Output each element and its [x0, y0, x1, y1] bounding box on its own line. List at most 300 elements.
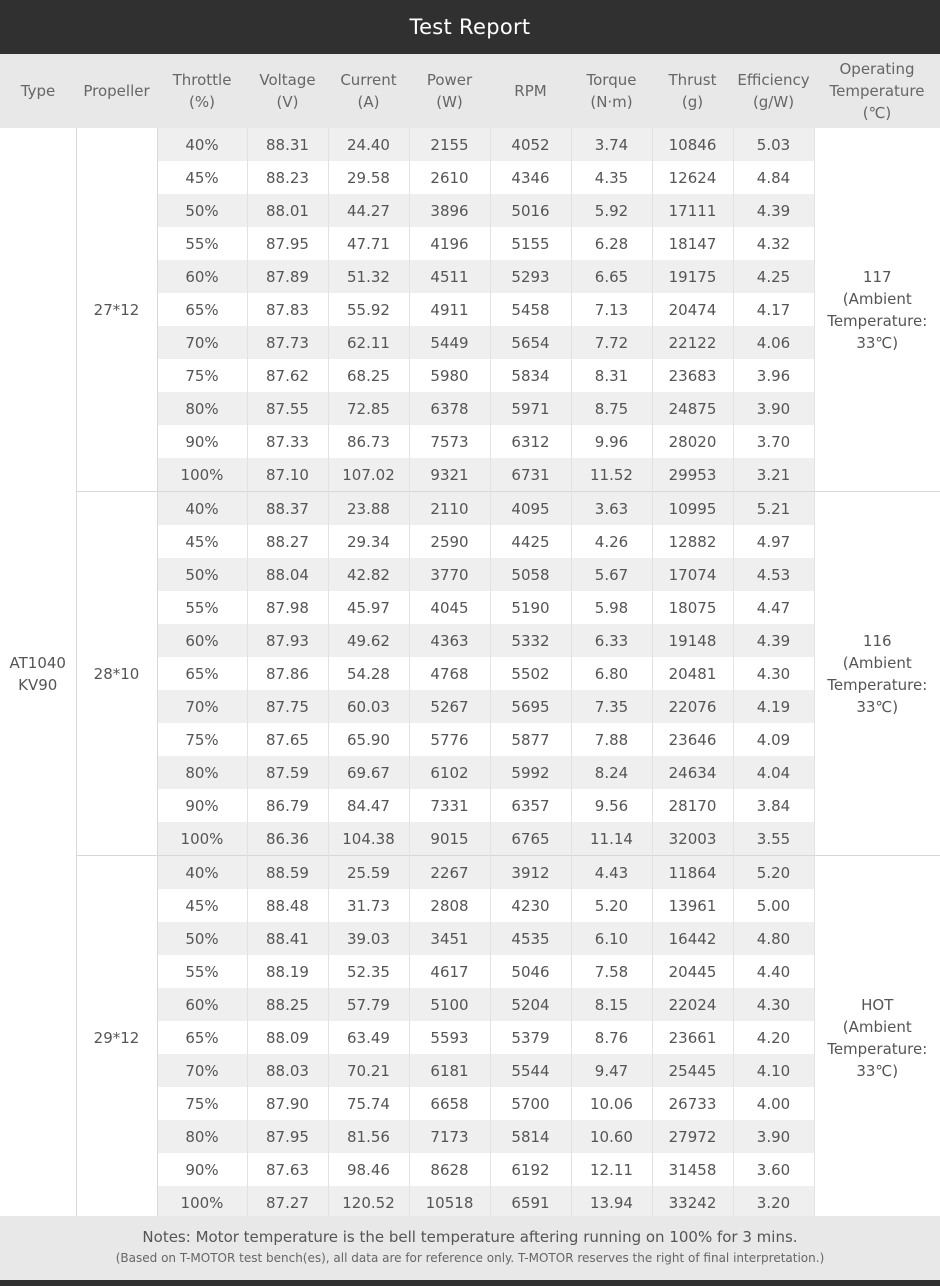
thrust-cell: 20445	[652, 955, 733, 988]
voltage-cell: 87.95	[247, 227, 328, 260]
throttle-cell: 65%	[157, 657, 247, 690]
current-cell: 45.97	[328, 591, 409, 624]
rpm-cell: 4346	[490, 161, 571, 194]
header-torque	[571, 54, 652, 128]
throttle-cell: 40%	[157, 492, 247, 526]
power-cell: 2155	[409, 128, 490, 161]
torque-cell: 5.67	[571, 558, 652, 591]
current-cell: 47.71	[328, 227, 409, 260]
header-current	[328, 54, 409, 128]
rpm-cell: 4095	[490, 492, 571, 526]
voltage-cell: 88.04	[247, 558, 328, 591]
voltage-cell: 88.09	[247, 1021, 328, 1054]
current-cell: 60.03	[328, 690, 409, 723]
torque-cell: 4.26	[571, 525, 652, 558]
efficiency-cell: 3.84	[733, 789, 814, 822]
throttle-cell: 80%	[157, 392, 247, 425]
propeller-cell: 28*10	[76, 492, 157, 856]
efficiency-cell: 3.21	[733, 458, 814, 492]
voltage-cell: 88.25	[247, 988, 328, 1021]
torque-cell: 8.75	[571, 392, 652, 425]
efficiency-cell: 4.10	[733, 1054, 814, 1087]
power-cell: 9321	[409, 458, 490, 492]
throttle-cell: 80%	[157, 1120, 247, 1153]
throttle-cell: 60%	[157, 260, 247, 293]
text-line: Voltage	[259, 71, 316, 89]
text-line: Throttle	[172, 71, 232, 89]
text-line: (Ambient	[842, 653, 912, 672]
efficiency-cell: 3.20	[733, 1186, 814, 1219]
thrust-cell: 33242	[652, 1186, 733, 1219]
throttle-cell: 55%	[157, 591, 247, 624]
voltage-cell: 87.75	[247, 690, 328, 723]
rpm-cell: 5332	[490, 624, 571, 657]
power-cell: 4617	[409, 955, 490, 988]
text-line: Current	[340, 71, 397, 89]
rpm-cell: 5190	[490, 591, 571, 624]
torque-cell: 8.15	[571, 988, 652, 1021]
power-cell: 2590	[409, 525, 490, 558]
text-line: (%)	[189, 93, 215, 111]
thrust-cell: 29953	[652, 458, 733, 492]
throttle-cell: 60%	[157, 624, 247, 657]
voltage-cell: 87.83	[247, 293, 328, 326]
thrust-cell: 28020	[652, 425, 733, 458]
throttle-cell: 40%	[157, 128, 247, 161]
test-report-table	[0, 54, 940, 1219]
voltage-cell: 87.73	[247, 326, 328, 359]
text-line: 33℃)	[856, 697, 899, 716]
torque-cell: 12.11	[571, 1153, 652, 1186]
throttle-cell: 75%	[157, 359, 247, 392]
text-line: Efficiency	[737, 71, 810, 89]
thrust-cell: 19175	[652, 260, 733, 293]
torque-cell: 9.96	[571, 425, 652, 458]
current-cell: 52.35	[328, 955, 409, 988]
voltage-cell: 88.37	[247, 492, 328, 526]
header-power	[409, 54, 490, 128]
voltage-cell: 87.10	[247, 458, 328, 492]
power-cell: 7573	[409, 425, 490, 458]
thrust-cell: 11864	[652, 856, 733, 890]
power-cell: 7173	[409, 1120, 490, 1153]
current-cell: 98.46	[328, 1153, 409, 1186]
efficiency-cell: 5.03	[733, 128, 814, 161]
torque-cell: 8.76	[571, 1021, 652, 1054]
rpm-cell: 4425	[490, 525, 571, 558]
power-cell: 6102	[409, 756, 490, 789]
thrust-cell: 13961	[652, 889, 733, 922]
efficiency-cell: 4.17	[733, 293, 814, 326]
operating-temperature-cell	[814, 856, 940, 1220]
efficiency-cell: 4.00	[733, 1087, 814, 1120]
voltage-cell: 87.33	[247, 425, 328, 458]
throttle-cell: 100%	[157, 822, 247, 856]
current-cell: 39.03	[328, 922, 409, 955]
torque-cell: 5.20	[571, 889, 652, 922]
text-line: 33℃)	[856, 1061, 899, 1080]
rpm-cell: 5700	[490, 1087, 571, 1120]
voltage-cell: 86.79	[247, 789, 328, 822]
voltage-cell: 87.62	[247, 359, 328, 392]
power-cell: 4045	[409, 591, 490, 624]
efficiency-cell: 4.32	[733, 227, 814, 260]
text-line: 117	[862, 267, 892, 286]
voltage-cell: 88.01	[247, 194, 328, 227]
table-row	[0, 856, 940, 890]
thrust-cell: 25445	[652, 1054, 733, 1087]
power-cell: 5980	[409, 359, 490, 392]
power-cell: 4196	[409, 227, 490, 260]
efficiency-cell: 5.21	[733, 492, 814, 526]
current-cell: 31.73	[328, 889, 409, 922]
current-cell: 70.21	[328, 1054, 409, 1087]
voltage-cell: 87.90	[247, 1087, 328, 1120]
operating-temperature-cell	[814, 128, 940, 492]
rpm-cell: 4230	[490, 889, 571, 922]
thrust-cell: 16442	[652, 922, 733, 955]
rpm-cell: 3912	[490, 856, 571, 890]
voltage-cell: 88.48	[247, 889, 328, 922]
torque-cell: 8.31	[571, 359, 652, 392]
thrust-cell: 31458	[652, 1153, 733, 1186]
torque-cell: 8.24	[571, 756, 652, 789]
torque-cell: 11.14	[571, 822, 652, 856]
voltage-cell: 88.23	[247, 161, 328, 194]
efficiency-cell: 4.09	[733, 723, 814, 756]
throttle-cell: 50%	[157, 194, 247, 227]
text-line: KV90	[18, 675, 58, 694]
thrust-cell: 22122	[652, 326, 733, 359]
voltage-cell: 87.86	[247, 657, 328, 690]
efficiency-cell: 3.55	[733, 822, 814, 856]
current-cell: 69.67	[328, 756, 409, 789]
voltage-cell: 88.31	[247, 128, 328, 161]
text-line: (N·m)	[590, 93, 633, 111]
rpm-cell: 5992	[490, 756, 571, 789]
throttle-cell: 90%	[157, 425, 247, 458]
efficiency-cell: 4.20	[733, 1021, 814, 1054]
throttle-cell: 90%	[157, 789, 247, 822]
efficiency-cell: 3.70	[733, 425, 814, 458]
power-cell: 2110	[409, 492, 490, 526]
footer-bar	[0, 1280, 940, 1286]
text-line: (Ambient	[842, 289, 912, 308]
voltage-cell: 88.59	[247, 856, 328, 890]
throttle-cell: 75%	[157, 723, 247, 756]
voltage-cell: 87.95	[247, 1120, 328, 1153]
thrust-cell: 22076	[652, 690, 733, 723]
throttle-cell: 65%	[157, 1021, 247, 1054]
efficiency-cell: 4.25	[733, 260, 814, 293]
rpm-cell: 5058	[490, 558, 571, 591]
motor-type-cell	[0, 128, 76, 1219]
thrust-cell: 26733	[652, 1087, 733, 1120]
text-line: Type	[20, 82, 56, 100]
torque-cell: 9.56	[571, 789, 652, 822]
power-cell: 4768	[409, 657, 490, 690]
throttle-cell: 65%	[157, 293, 247, 326]
rpm-cell: 6192	[490, 1153, 571, 1186]
power-cell: 5449	[409, 326, 490, 359]
thrust-cell: 17111	[652, 194, 733, 227]
power-cell: 6658	[409, 1087, 490, 1120]
thrust-cell: 18147	[652, 227, 733, 260]
text-line: Temperature:	[827, 311, 928, 330]
text-line: Propeller	[83, 82, 150, 100]
current-cell: 54.28	[328, 657, 409, 690]
thrust-cell: 24634	[652, 756, 733, 789]
rpm-cell: 5016	[490, 194, 571, 227]
text-line: (g)	[681, 93, 704, 111]
throttle-cell: 70%	[157, 1054, 247, 1087]
power-cell: 9015	[409, 822, 490, 856]
torque-cell: 3.63	[571, 492, 652, 526]
text-line: RPM	[514, 82, 547, 100]
current-cell: 42.82	[328, 558, 409, 591]
throttle-cell: 90%	[157, 1153, 247, 1186]
throttle-cell: 100%	[157, 1186, 247, 1219]
power-cell: 3896	[409, 194, 490, 227]
header-efficiency	[733, 54, 814, 128]
current-cell: 75.74	[328, 1087, 409, 1120]
table-body	[0, 128, 940, 1219]
voltage-cell: 87.89	[247, 260, 328, 293]
efficiency-cell: 5.00	[733, 889, 814, 922]
throttle-cell: 45%	[157, 889, 247, 922]
rpm-cell: 5046	[490, 955, 571, 988]
torque-cell: 6.10	[571, 922, 652, 955]
torque-cell: 7.58	[571, 955, 652, 988]
thrust-cell: 24875	[652, 392, 733, 425]
thrust-cell: 19148	[652, 624, 733, 657]
notes-main: Notes: Motor temperature is the bell temperature aftering running on 100% for 3 mins.	[142, 1228, 798, 1246]
voltage-cell: 87.98	[247, 591, 328, 624]
voltage-cell: 87.65	[247, 723, 328, 756]
efficiency-cell: 4.47	[733, 591, 814, 624]
current-cell: 29.58	[328, 161, 409, 194]
power-cell: 5100	[409, 988, 490, 1021]
power-cell: 5776	[409, 723, 490, 756]
efficiency-cell: 4.39	[733, 194, 814, 227]
thrust-cell: 18075	[652, 591, 733, 624]
efficiency-cell: 4.04	[733, 756, 814, 789]
torque-cell: 7.88	[571, 723, 652, 756]
current-cell: 23.88	[328, 492, 409, 526]
throttle-cell: 55%	[157, 227, 247, 260]
rpm-cell: 6357	[490, 789, 571, 822]
thrust-cell: 23683	[652, 359, 733, 392]
text-line: (W)	[436, 93, 463, 111]
power-cell: 4511	[409, 260, 490, 293]
header-thrust	[652, 54, 733, 128]
torque-cell: 13.94	[571, 1186, 652, 1219]
torque-cell: 4.43	[571, 856, 652, 890]
text-line: (Ambient	[842, 1017, 912, 1036]
current-cell: 104.38	[328, 822, 409, 856]
voltage-cell: 87.55	[247, 392, 328, 425]
throttle-cell: 60%	[157, 988, 247, 1021]
efficiency-cell: 4.06	[733, 326, 814, 359]
header-type	[0, 54, 76, 128]
thrust-cell: 22024	[652, 988, 733, 1021]
current-cell: 84.47	[328, 789, 409, 822]
rpm-cell: 6765	[490, 822, 571, 856]
throttle-cell: 100%	[157, 458, 247, 492]
thrust-cell: 32003	[652, 822, 733, 856]
thrust-cell: 28170	[652, 789, 733, 822]
table-row	[0, 492, 940, 526]
table-row	[0, 128, 940, 161]
rpm-cell: 5379	[490, 1021, 571, 1054]
throttle-cell: 45%	[157, 161, 247, 194]
torque-cell: 6.65	[571, 260, 652, 293]
voltage-cell: 88.03	[247, 1054, 328, 1087]
thrust-cell: 23646	[652, 723, 733, 756]
thrust-cell: 12882	[652, 525, 733, 558]
power-cell: 3451	[409, 922, 490, 955]
current-cell: 120.52	[328, 1186, 409, 1219]
voltage-cell: 88.19	[247, 955, 328, 988]
thrust-cell: 20474	[652, 293, 733, 326]
power-cell: 4363	[409, 624, 490, 657]
current-cell: 68.25	[328, 359, 409, 392]
text-line: Thrust	[668, 71, 717, 89]
text-line: 33℃)	[856, 333, 899, 352]
efficiency-cell: 4.84	[733, 161, 814, 194]
voltage-cell: 87.59	[247, 756, 328, 789]
torque-cell: 7.13	[571, 293, 652, 326]
rpm-cell: 5834	[490, 359, 571, 392]
torque-cell: 6.33	[571, 624, 652, 657]
efficiency-cell: 4.39	[733, 624, 814, 657]
efficiency-cell: 3.90	[733, 392, 814, 425]
rpm-cell: 5814	[490, 1120, 571, 1153]
efficiency-cell: 5.20	[733, 856, 814, 890]
torque-cell: 9.47	[571, 1054, 652, 1087]
rpm-cell: 5654	[490, 326, 571, 359]
torque-cell: 11.52	[571, 458, 652, 492]
power-cell: 2610	[409, 161, 490, 194]
rpm-cell: 5204	[490, 988, 571, 1021]
torque-cell: 4.35	[571, 161, 652, 194]
torque-cell: 6.28	[571, 227, 652, 260]
power-cell: 5593	[409, 1021, 490, 1054]
voltage-cell: 86.36	[247, 822, 328, 856]
voltage-cell: 88.27	[247, 525, 328, 558]
header-rpm	[490, 54, 571, 128]
header-throttle	[157, 54, 247, 128]
power-cell: 3770	[409, 558, 490, 591]
current-cell: 44.27	[328, 194, 409, 227]
propeller-cell: 29*12	[76, 856, 157, 1220]
notes-disclaimer: (Based on T-MOTOR test bench(es), all data are for reference only. T-MOTOR reserves the right of final interpretation.)	[115, 1251, 825, 1265]
current-cell: 29.34	[328, 525, 409, 558]
rpm-cell: 5502	[490, 657, 571, 690]
propeller-cell: 27*12	[76, 128, 157, 492]
text-line: AT1040	[9, 653, 66, 672]
header-propeller	[76, 54, 157, 128]
efficiency-cell: 4.30	[733, 657, 814, 690]
current-cell: 62.11	[328, 326, 409, 359]
torque-cell: 7.72	[571, 326, 652, 359]
power-cell: 6378	[409, 392, 490, 425]
rpm-cell: 5293	[490, 260, 571, 293]
text-line: (V)	[276, 93, 299, 111]
rpm-cell: 5877	[490, 723, 571, 756]
operating-temperature-cell	[814, 492, 940, 856]
efficiency-cell: 4.80	[733, 922, 814, 955]
throttle-cell: 70%	[157, 690, 247, 723]
current-cell: 65.90	[328, 723, 409, 756]
text-line: (℃)	[862, 104, 892, 122]
efficiency-cell: 3.96	[733, 359, 814, 392]
text-line: HOT	[861, 995, 894, 1014]
header-voltage	[247, 54, 328, 128]
thrust-cell: 17074	[652, 558, 733, 591]
power-cell: 8628	[409, 1153, 490, 1186]
text-line: Operating	[839, 60, 915, 78]
efficiency-cell: 4.53	[733, 558, 814, 591]
text-line: Temperature:	[827, 1039, 928, 1058]
rpm-cell: 5695	[490, 690, 571, 723]
notes-section	[0, 1216, 940, 1280]
rpm-cell: 4535	[490, 922, 571, 955]
efficiency-cell: 3.90	[733, 1120, 814, 1153]
torque-cell: 10.60	[571, 1120, 652, 1153]
efficiency-cell: 4.19	[733, 690, 814, 723]
efficiency-cell: 3.60	[733, 1153, 814, 1186]
current-cell: 107.02	[328, 458, 409, 492]
rpm-cell: 6591	[490, 1186, 571, 1219]
torque-cell: 6.80	[571, 657, 652, 690]
throttle-cell: 70%	[157, 326, 247, 359]
power-cell: 10518	[409, 1186, 490, 1219]
torque-cell: 5.92	[571, 194, 652, 227]
power-cell: 2808	[409, 889, 490, 922]
efficiency-cell: 4.30	[733, 988, 814, 1021]
torque-cell: 7.35	[571, 690, 652, 723]
current-cell: 49.62	[328, 624, 409, 657]
current-cell: 63.49	[328, 1021, 409, 1054]
voltage-cell: 87.93	[247, 624, 328, 657]
power-cell: 4911	[409, 293, 490, 326]
throttle-cell: 40%	[157, 856, 247, 890]
rpm-cell: 5458	[490, 293, 571, 326]
power-cell: 2267	[409, 856, 490, 890]
current-cell: 55.92	[328, 293, 409, 326]
power-cell: 7331	[409, 789, 490, 822]
rpm-cell: 5155	[490, 227, 571, 260]
text-line: 116	[862, 631, 892, 650]
power-cell: 5267	[409, 690, 490, 723]
current-cell: 25.59	[328, 856, 409, 890]
thrust-cell: 23661	[652, 1021, 733, 1054]
rpm-cell: 4052	[490, 128, 571, 161]
current-cell: 72.85	[328, 392, 409, 425]
voltage-cell: 87.27	[247, 1186, 328, 1219]
throttle-cell: 80%	[157, 756, 247, 789]
report-title: Test Report	[0, 0, 940, 54]
torque-cell: 10.06	[571, 1087, 652, 1120]
header-row	[0, 54, 940, 128]
thrust-cell: 27972	[652, 1120, 733, 1153]
thrust-cell: 20481	[652, 657, 733, 690]
current-cell: 57.79	[328, 988, 409, 1021]
rpm-cell: 6731	[490, 458, 571, 492]
power-cell: 6181	[409, 1054, 490, 1087]
current-cell: 86.73	[328, 425, 409, 458]
